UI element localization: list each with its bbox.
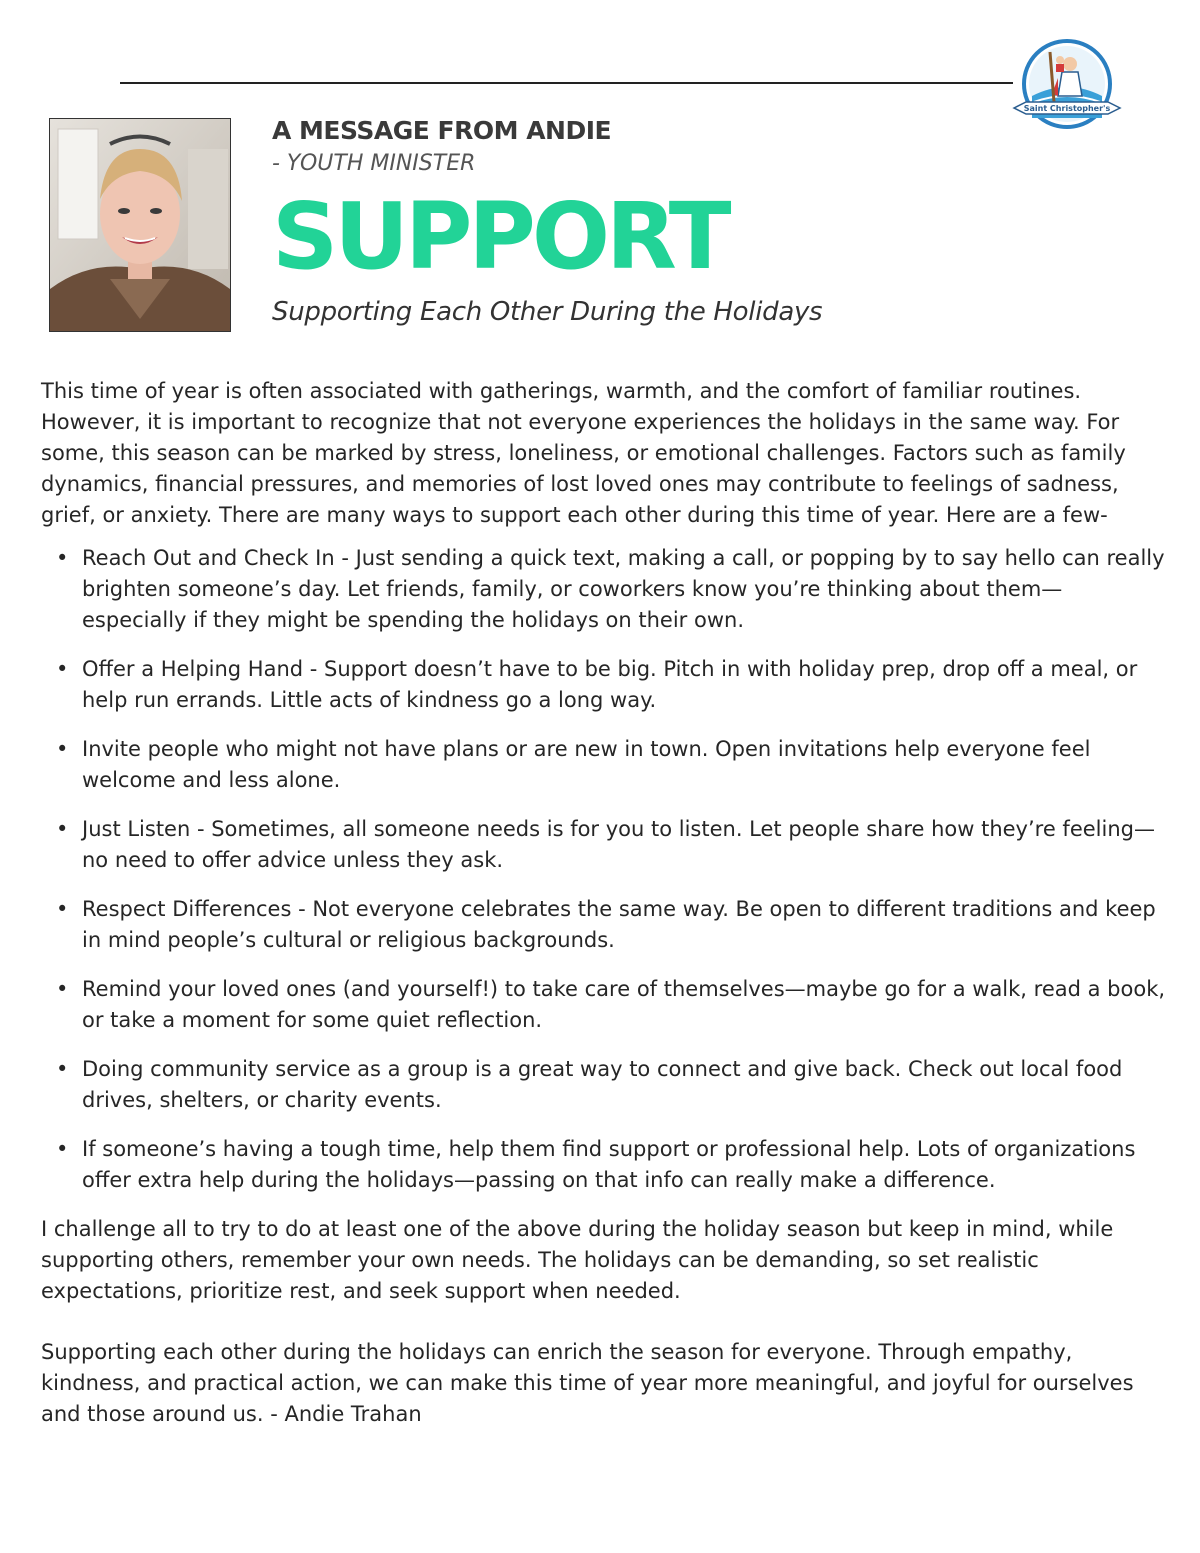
list-item: • Doing community service as a group is a great way to connect and give back. Check out local food drives, shelters, or charity events. (82, 1054, 1166, 1116)
list-item: • Respect Differences - Not everyone celebrates the same way. Be open to different traditions and keep in mind people’s cultural or religious backgrounds. (82, 894, 1166, 956)
closing-paragraph: I challenge all to try to do at least one of the above during the holiday season but keep in mind, while supporting others, remember your own needs. The holidays can be demanding, so set realistic expectations, prioritize rest, and seek support when needed. (41, 1217, 1114, 1303)
intro-paragraph: This time of year is often associated with gatherings, warmth, and the comfort of familiar routines. However, it is important to recognize that not everyone experiences the holidays in the same way. For some, this season can be marked by stress, loneliness, or emotional challenges. Factors such as family dynamics, financial pressures, and memories of lost loved ones may contribute to feelings of sadness, grief, or anxiety. There are many ways to support each other during this time of year. Here are a few- (41, 379, 1126, 527)
list-item: • Reach Out and Check In - Just sending a quick text, making a call, or popping by to say hello can really brighten someone’s day. Let friends, family, or coworkers know you’re thinking about them—especially if they might be spending the holidays on their own. (82, 543, 1166, 636)
portrait-photo (49, 118, 231, 332)
author-role: - YOUTH MINISTER (272, 151, 476, 176)
header-kicker: A MESSAGE FROM ANDIE (272, 116, 612, 145)
list-item: • Remind your loved ones (and yourself!) to take care of themselves—maybe go for a walk, read a book, or take a moment for some quiet reflection. (82, 974, 1166, 1036)
saint-christophers-logo (1012, 38, 1122, 138)
list-item: • Just Listen - Sometimes, all someone needs is for you to listen. Let people share how they’re feeling—no need to offer advice unless they ask. (82, 814, 1166, 876)
list-item: • Offer a Helping Hand - Support doesn’t have to be big. Pitch in with holiday prep, drop off a meal, or help run errands. Little acts of kindness go a long way. (82, 654, 1166, 716)
page-subtitle: Supporting Each Other During the Holidays (272, 297, 823, 327)
header-block (272, 112, 992, 330)
list-item: • If someone’s having a tough time, help them find support or professional help. Lots of organizations offer extra help during the holidays—passing on that info can really make a difference. (82, 1134, 1166, 1196)
tips-list (41, 543, 1166, 1196)
article-body (41, 376, 1166, 1430)
header-divider (120, 82, 1013, 84)
list-item: • Invite people who might not have plans or are new in town. Open invitations help everyone feel welcome and less alone. (82, 734, 1166, 796)
final-paragraph: Supporting each other during the holidays can enrich the season for everyone. Through empathy, kindness, and practical action, we can make this time of year more meaningful, and joyful for ourselves and those around us. - Andie Trahan (41, 1340, 1134, 1426)
logo-text: Saint Christopher's (1023, 104, 1111, 113)
page-title: SUPPORT (272, 183, 728, 290)
